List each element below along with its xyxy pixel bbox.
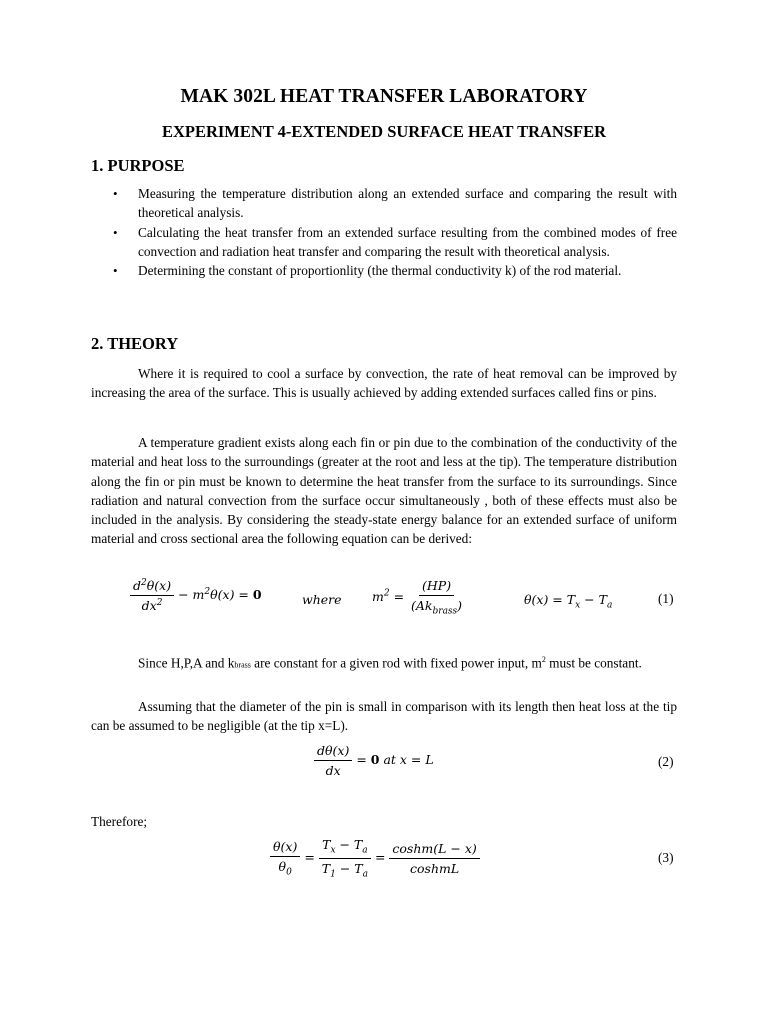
purpose-list	[91, 184, 677, 280]
bullet-icon: •	[113, 186, 118, 201]
bullet-icon: •	[113, 263, 118, 279]
equation-1-number: (1)	[658, 591, 674, 606]
equation-1-theta: $\theta(x) = T_x - T_a$	[524, 592, 613, 611]
equation-1-lhs: $\frac{d^2\theta(x)}{dx^2}$ − $m^2\theta(x) = 0$	[130, 578, 262, 613]
list-item: • Measuring the temperature distribution along an extended surface and comparing the result with theoretical analysis.	[113, 186, 677, 221]
purpose-heading: 1. PURPOSE	[91, 156, 185, 175]
theory-paragraph-1: Where it is required to cool a surface by convection, the rate of heat removal can be improved by increasing the area of the surface. This is usually achieved by adding extended surfaces called fins or pins.	[91, 366, 677, 401]
equation-2: $\frac{d\theta(x)}{dx}$ = 0 at x = L	[314, 743, 434, 778]
therefore-text: Therefore;	[91, 814, 148, 829]
theory-paragraph-4: Assuming that the diameter of the pin is small in comparison with its length then heat loss at the tip can be assumed to be negligible (at the tip x=L).	[91, 699, 677, 734]
page-title: MAK 302L HEAT TRANSFER LABORATORY	[180, 86, 588, 107]
equation-3: $\frac{\theta(x)}{\theta_0}$ = $\frac{T_x - T_a}{T_1 - T_a}$ = $\frac{\cosh m(L - x)}{\text{coshmL}}$	[270, 837, 480, 879]
equation-1-m2: $m^2$ = $\frac{(HP)}{(Ak_{brass})}$	[372, 578, 463, 617]
equation-1-where: where	[302, 592, 342, 607]
theory-paragraph-2: A temperature gradient exists along each fin or pin due to the combination of the conductivity of the material and heat loss to the surroundings (greater at the root and less at the tip). The temperature distribution along the fin or pin must be known to determine the heat transfer from the surface to its surroundings. Since radiation and natural convection from the surface occur simultaneously , both of these effects must also be included in the analysis. By considering the steady-state energy balance for an extended surface of uniform material and cross sectional area the following equation can be derived:	[91, 435, 677, 547]
list-item: • Determining the constant of proportionlity (the thermal conductivity k) of the rod material.	[91, 261, 677, 280]
bullet-icon: •	[113, 224, 118, 240]
theory-paragraph-3: Since H,P,A and kbrass are constant for a given rod with fixed power input, $m^2$ must be constant.	[138, 655, 642, 671]
list-item: • Calculating the heat transfer from an extended surface resulting from the combined modes of free convection and radiation heat transfer and comparing the result with theoretical analysis.	[113, 224, 677, 259]
equation-2-number: (2)	[658, 754, 674, 769]
experiment-title: EXPERIMENT 4-EXTENDED SURFACE HEAT TRANSFER	[161, 122, 607, 141]
equation-3-number: (3)	[658, 850, 674, 865]
theory-heading: 2. THEORY	[91, 334, 179, 353]
